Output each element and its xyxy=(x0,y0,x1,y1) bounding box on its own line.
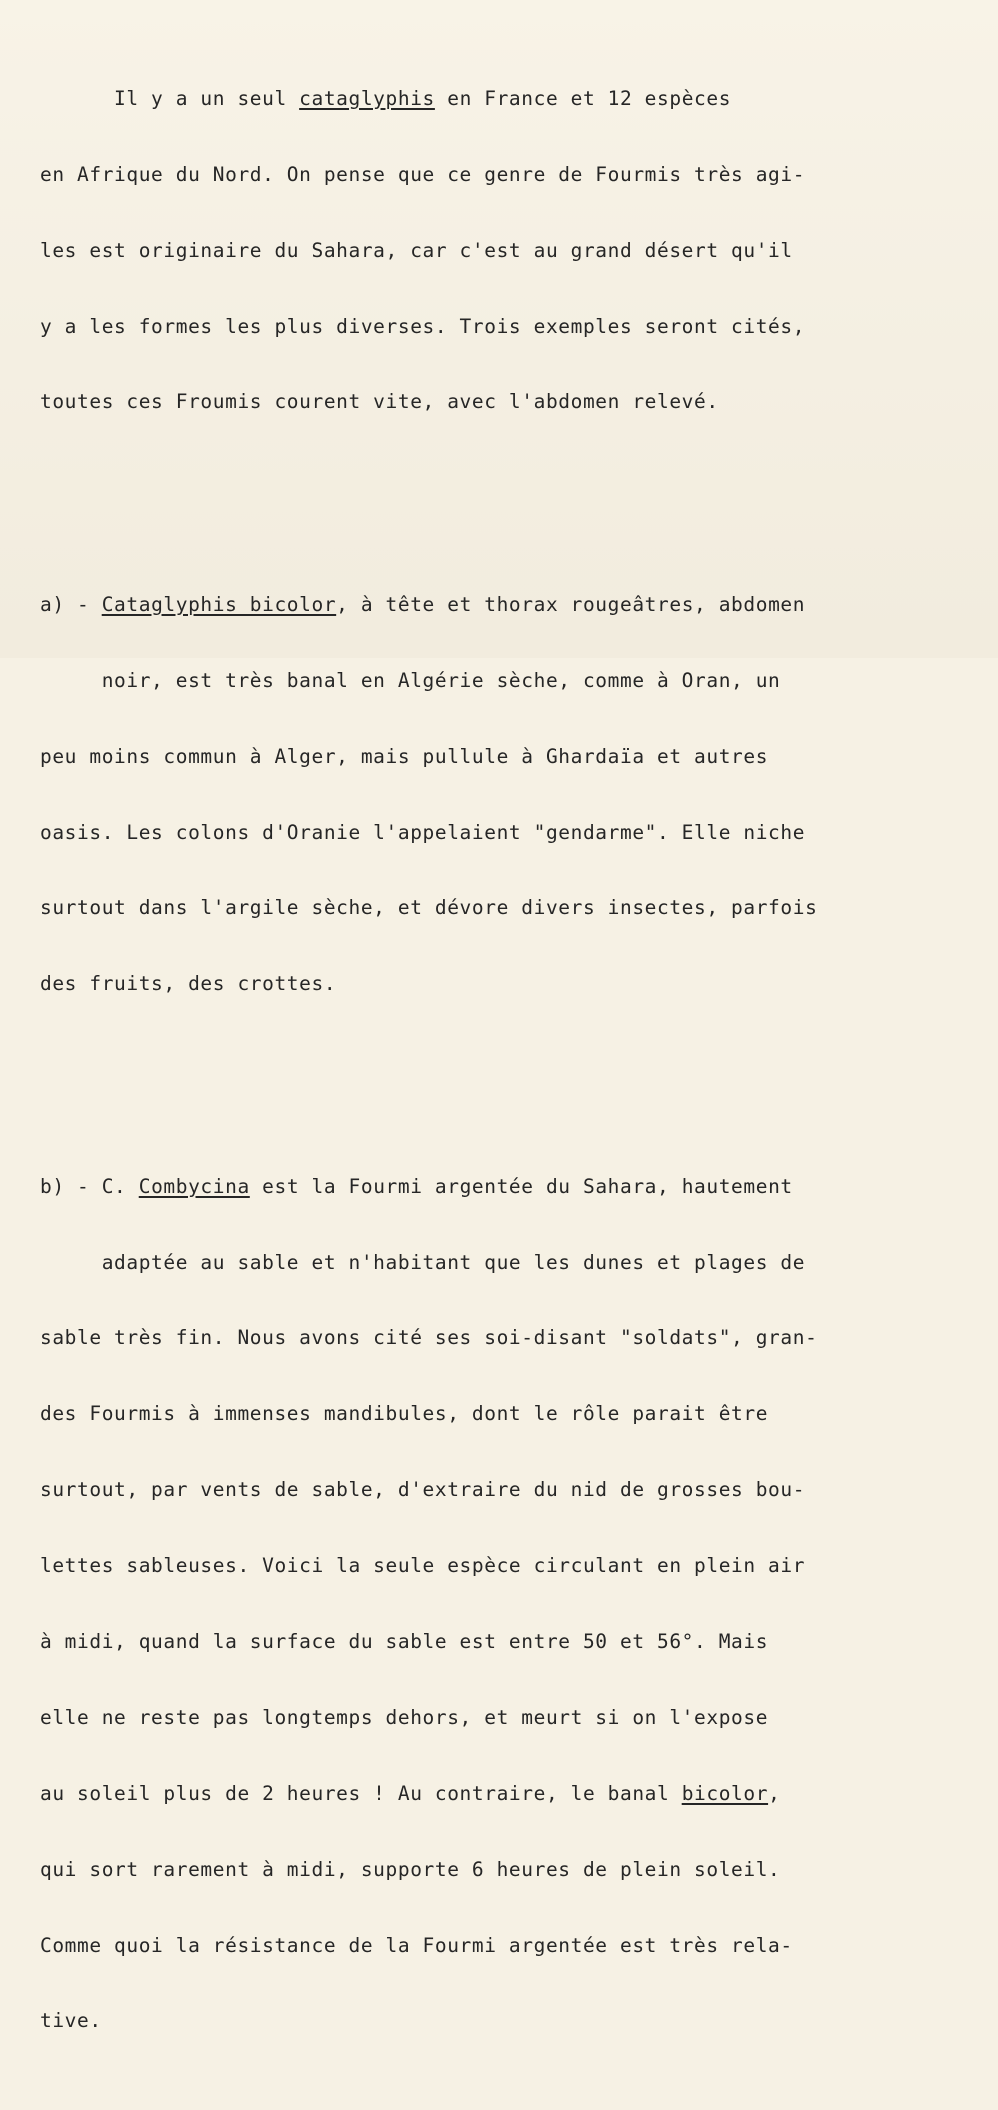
underlined-cataglyphis: cataglyphis xyxy=(299,86,435,110)
typed-text-block xyxy=(40,10,980,2110)
section-b-line-5: surtout, par vents de sable, d'extraire du nid de grosses bou- xyxy=(40,1478,806,1502)
intro-line-2: en Afrique du Nord. On pense que ce genre de Fourmis très agi- xyxy=(40,162,806,186)
section-a-line-4: oasis. Les colons d'Oranie l'appelaient "gendarme". Elle niche xyxy=(40,820,806,844)
intro-line-3: les est originaire du Sahara, car c'est au grand désert qu'il xyxy=(40,238,793,262)
section-a-line-3: peu moins commun à Alger, mais pullule à Ghardaïa et autres xyxy=(40,744,769,768)
section-b-line-1: b) - C. Combycina est la Fourmi argentée du Sahara, hautement xyxy=(40,1174,793,1198)
section-b-line-6: lettes sableuses. Voici la seule espèce circulant en plein air xyxy=(40,1554,806,1578)
section-a-line-5: surtout dans l'argile sèche, et dévore divers insectes, parfois xyxy=(40,896,818,920)
section-b-line-7: à midi, quand la surface du sable est entre 50 et 56°. Mais xyxy=(40,1630,769,1653)
intro-line-1: Il y a un seul cataglyphis en France et 12 espèces xyxy=(40,86,732,110)
underlined-bicolor: bicolor xyxy=(681,1781,769,1805)
underlined-combycina: Combycina xyxy=(138,1174,250,1198)
section-b-line-4: des Fourmis à immenses mandibules, dont le rôle parait être xyxy=(40,1402,769,1426)
intro-line-4: y a les formes les plus diverses. Trois exemples seront cités, xyxy=(40,314,806,338)
underlined-cataglyphis-bicolor: Cataglyphis bicolor xyxy=(101,592,337,616)
section-b-line-2: adaptée au sable et n'habitant que les dunes et plages de xyxy=(40,1250,806,1274)
section-a-line-2: noir, est très banal en Algérie sèche, comme à Oran, un xyxy=(40,668,781,692)
section-b-line-12: tive. xyxy=(40,2009,102,2033)
section-b-line-10: qui sort rarement à midi, supporte 6 heures de plein soleil. xyxy=(40,1857,781,1881)
section-b-line-9: au soleil plus de 2 heures ! Au contraire, le banal bicolor, xyxy=(40,1781,781,1805)
section-b-line-8: elle ne reste pas longtemps dehors, et meurt si on l'expose xyxy=(40,1705,769,1729)
intro-line-5: toutes ces Froumis courent vite, avec l'abdomen relevé. xyxy=(40,390,719,414)
section-a-line-1: a) - Cataglyphis bicolor, à tête et thorax rougeâtres, abdomen xyxy=(40,592,806,616)
paragraph-gap xyxy=(40,491,980,516)
section-b-line-3: sable très fin. Nous avons cité ses soi-disant "soldats", gran- xyxy=(40,1326,818,1350)
section-a-line-6: des fruits, des crottes. xyxy=(40,972,337,996)
paragraph-gap xyxy=(40,1072,980,1097)
section-b-line-11: Comme quoi la résistance de la Fourmi argentée est très rela- xyxy=(40,1933,793,1957)
